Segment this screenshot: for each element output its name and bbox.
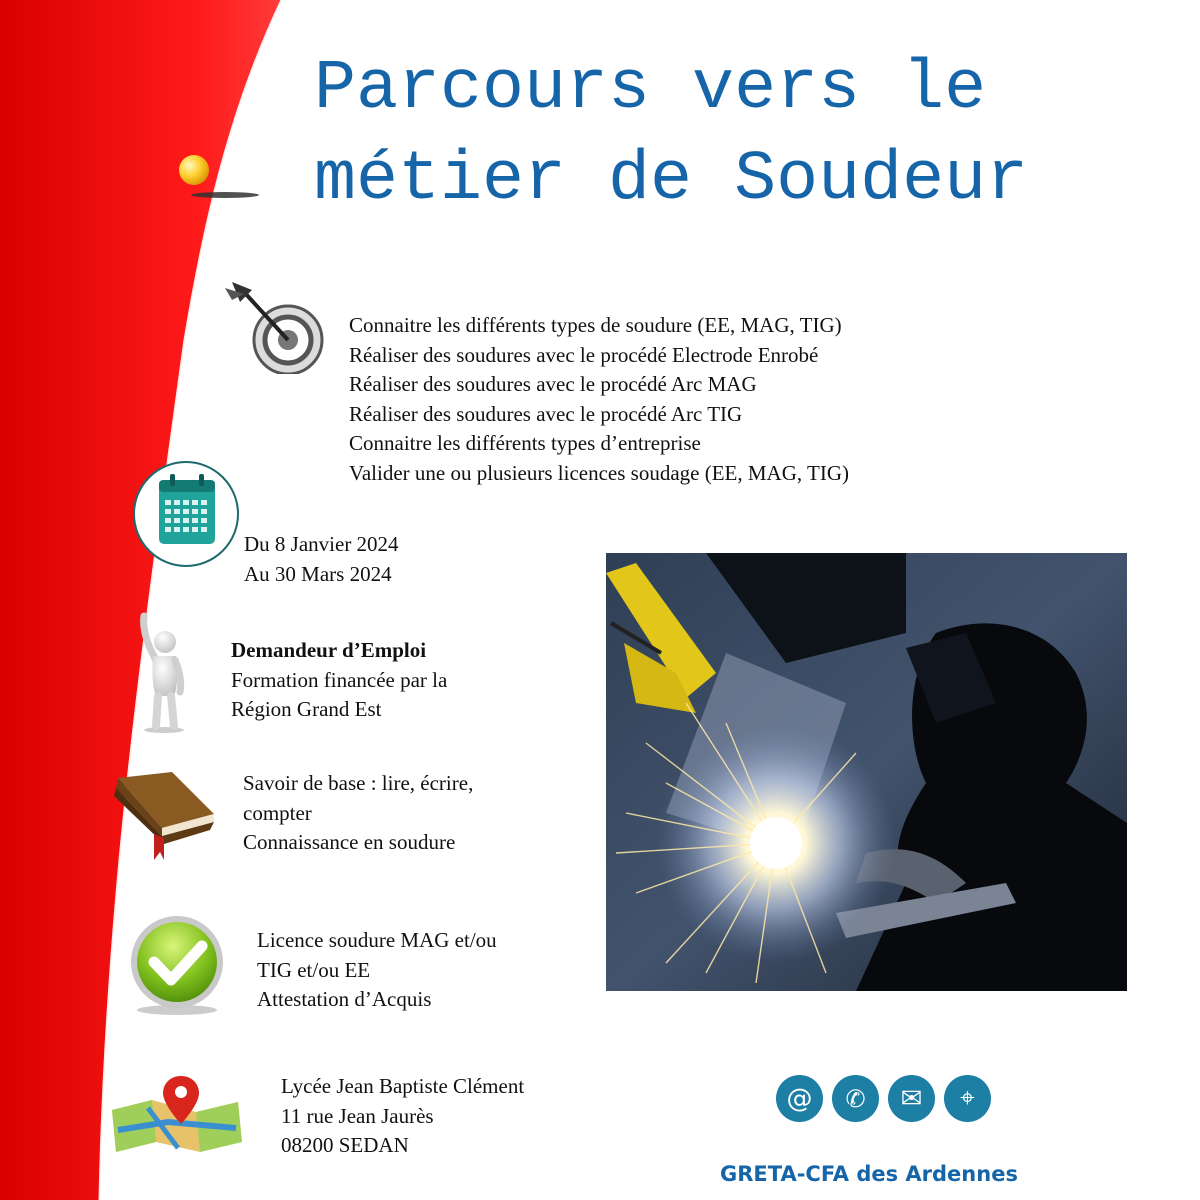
audience-line: Région Grand Est (231, 697, 382, 721)
audience-line: Formation financée par la (231, 667, 448, 692)
location-icon[interactable] (944, 1075, 991, 1122)
at-icon[interactable] (776, 1075, 823, 1122)
end-date: Au 30 Mars 2024 (244, 561, 392, 586)
validation-block (257, 926, 497, 1015)
checkmark-icon (124, 912, 230, 1018)
address-line: 11 rue Jean Jaurès (281, 1103, 434, 1128)
at-glyph: @ (786, 1083, 813, 1114)
audience-heading: Demandeur d’Emploi (231, 638, 427, 662)
title-line-1: Parcours vers le (314, 50, 987, 129)
welder-photo (606, 553, 1127, 991)
prerequisites-block (243, 769, 473, 858)
address-line: Lycée Jean Baptiste Clément (281, 1074, 525, 1098)
prerequisite-line: Connaissance en soudure (243, 830, 456, 854)
objective-item: Connaitre les différents types de soudure (EE, MAG, TIG) (349, 313, 842, 337)
objectives-list (349, 311, 849, 488)
page-title (314, 44, 1194, 226)
ball-ornament-icon (170, 150, 265, 202)
title-line-2: métier de Soudeur (314, 141, 1029, 220)
envelope-glyph: ✉ (900, 1083, 923, 1114)
organization-name: GRETA-CFA des Ardennes (720, 1162, 1018, 1186)
location-glyph: ⌖ (960, 1083, 975, 1113)
target-icon (222, 278, 328, 374)
prerequisite-line: Savoir de base : lire, écrire, (243, 771, 474, 795)
validation-line: Licence soudure MAG et/ou (257, 928, 497, 952)
objective-item: Réaliser des soudures avec le procédé Arc MAG (349, 372, 757, 396)
book-icon (110, 768, 218, 868)
objective-item: Réaliser des soudures avec le procédé Electrode Enrobé (349, 342, 819, 367)
phone-icon[interactable] (832, 1075, 879, 1122)
start-date: Du 8 Janvier 2024 (244, 532, 399, 556)
calendar-icon (132, 458, 240, 570)
objective-item: Valider une ou plusieurs licences soudage (EE, MAG, TIG) (349, 460, 849, 485)
dates-block (244, 530, 399, 589)
objective-item: Connaitre les différents types d’entreprise (349, 431, 701, 455)
address-line: 08200 SEDAN (281, 1133, 409, 1157)
prerequisite-line: compter (243, 800, 312, 825)
address-block (281, 1072, 524, 1161)
phone-glyph: ✆ (845, 1084, 866, 1113)
person-icon (138, 612, 188, 734)
validation-line: TIG et/ou EE (257, 957, 371, 982)
audience-block (231, 636, 447, 725)
objective-item: Réaliser des soudures avec le procédé Arc TIG (349, 401, 743, 426)
validation-line: Attestation d’Acquis (257, 987, 432, 1011)
envelope-icon[interactable] (888, 1075, 935, 1122)
map-pin-icon (108, 1072, 244, 1154)
